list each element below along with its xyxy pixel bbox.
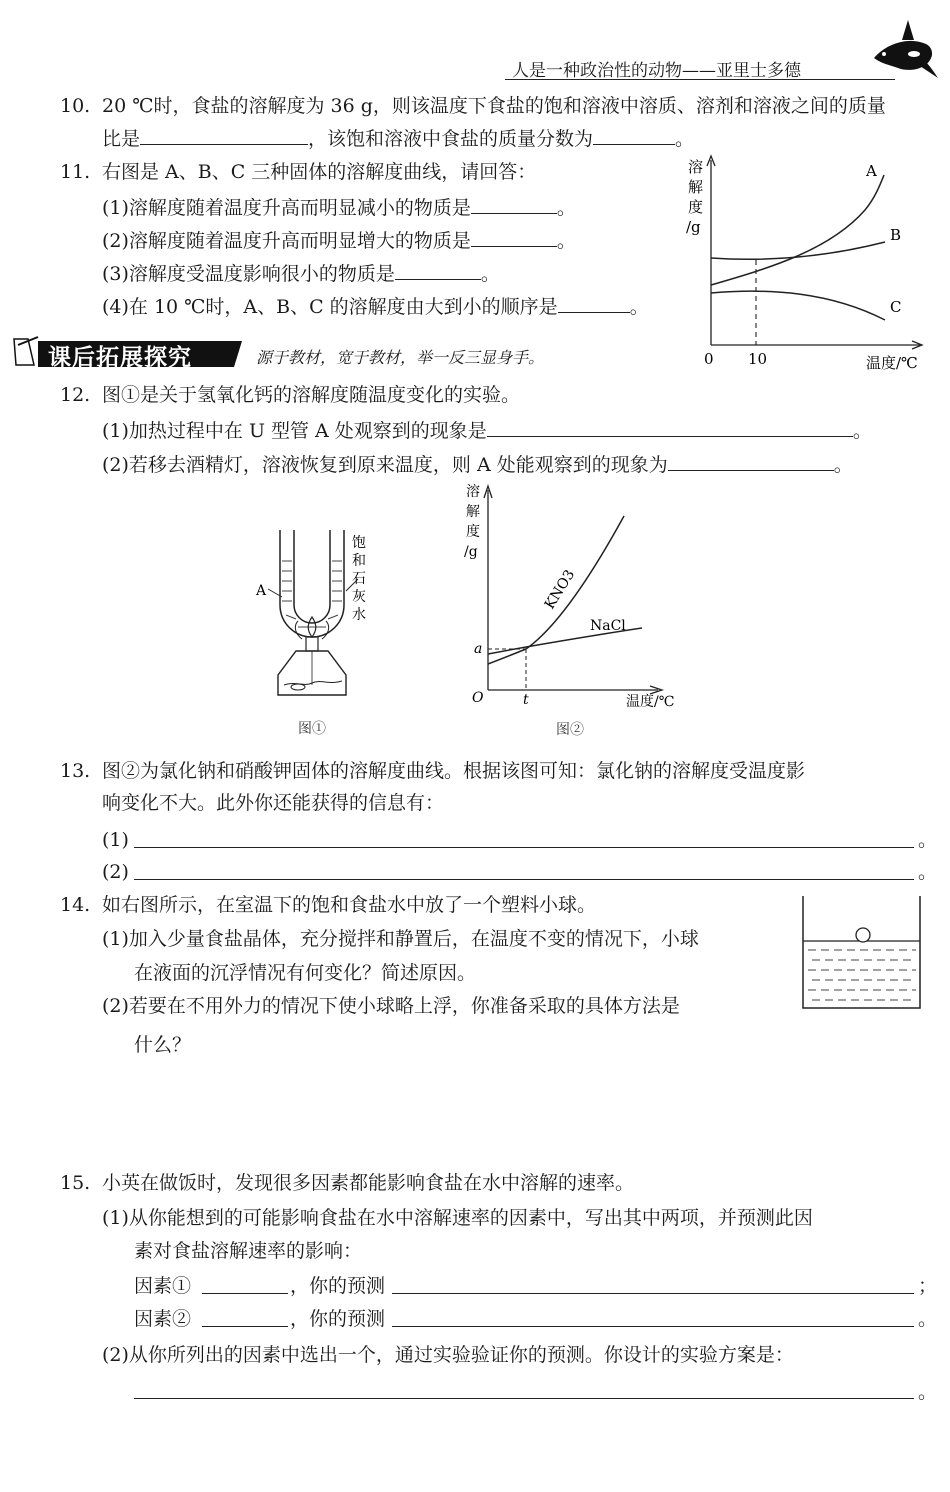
q11-part3-end: 。: [480, 263, 500, 285]
fig1-side-2: 和: [352, 553, 366, 569]
q15-factor2-predict-blank[interactable]: [392, 1326, 914, 1327]
fig2-ylabel-4: /g: [464, 544, 478, 560]
fig1-label-a: A: [256, 583, 267, 599]
fig1-side-1: 饱: [352, 535, 366, 551]
q11-part4: [102, 294, 649, 319]
q12-number: 12.: [60, 384, 91, 406]
q15-part2-end: 。: [918, 1381, 938, 1403]
header-rule: [505, 79, 895, 80]
fig1-side-5: 水: [352, 607, 366, 623]
q11-series-a-label: A: [866, 162, 877, 180]
q11-ylabel-3: 度: [688, 198, 704, 216]
q15-number: 15.: [60, 1172, 91, 1194]
q13-line1: 图②为氯化钠和硝酸钾固体的溶解度曲线。根据该图可知：氯化钠的溶解度受温度影: [102, 760, 806, 782]
q10-number: 10.: [60, 95, 91, 117]
fig1-caption: 图①: [298, 721, 326, 737]
q12-part2-end: 。: [833, 454, 853, 476]
q11-origin-label: 0: [704, 350, 714, 368]
q11-part4-text: (4)在 10 ℃时，A、B、C 的溶解度由大到小的顺序是: [102, 296, 558, 318]
q15-factor1-blank[interactable]: [202, 1293, 288, 1294]
fig2-xtick-t: t: [523, 692, 529, 708]
fig2-caption: 图②: [556, 722, 584, 738]
q11-stem: 右图是 A、B、C 三种固体的溶解度曲线，请回答：: [102, 161, 537, 183]
q14-part1a: (1)加入少量食盐晶体，充分搅拌和静置后，在温度不变的情况下，小球: [102, 928, 699, 950]
fig1-side-3: 石: [352, 571, 366, 587]
q15-factor2-blank[interactable]: [202, 1326, 288, 1327]
banner-title: 课后拓展探究: [48, 344, 192, 371]
fig2-ytick-a: a: [474, 641, 483, 657]
q15-factor1-end: ；: [918, 1275, 938, 1297]
q11-part1: [102, 195, 576, 220]
lamp-liquid: [284, 681, 342, 685]
q12-blank1[interactable]: [487, 418, 853, 437]
q13-number: 13.: [60, 760, 91, 782]
q12-blank2[interactable]: [668, 452, 834, 471]
q11-x-label: 温度/℃: [866, 354, 918, 372]
fig2-ylabel-2: 解: [466, 504, 480, 520]
q11-ylabel-1: 溶: [688, 158, 704, 176]
q10-line2a: 比是: [102, 128, 141, 150]
q15-experiment-answer-line[interactable]: [134, 1398, 914, 1399]
q11-part2-text: (2)溶解度随着温度升高而明显增大的物质是: [102, 230, 471, 252]
lamp-ellipse: [291, 684, 305, 690]
q12-part1-end: 。: [852, 420, 872, 442]
q15-factor2-label: 因素②: [134, 1308, 192, 1330]
fig1-side-4: 灰: [352, 589, 366, 605]
banner-subtitle: 源于教材，宽于教材，举一反三显身手。: [256, 348, 545, 367]
q11-ylabel-4: /g: [686, 218, 701, 236]
q15-factor2-predict: ，你的预测: [290, 1308, 386, 1330]
q11-part3-text: (3)溶解度受温度影响很小的物质是: [102, 263, 395, 285]
q15-factor1-label: 因素①: [134, 1275, 192, 1297]
figure-1-u-tube: [250, 525, 380, 745]
q11-part2: [102, 228, 576, 253]
beaker-outline: [803, 896, 920, 1008]
fig2-ylabel-3: 度: [466, 524, 480, 540]
q11-part2-end: 。: [556, 230, 576, 252]
q11-ylabel-2: 解: [688, 178, 704, 196]
q15-part1b: 素对食盐溶解速率的影响：: [134, 1240, 363, 1262]
header-quote: 人是一种政治性的动物——亚里士多德: [512, 61, 801, 81]
q14-part2b: 什么？: [134, 1034, 192, 1056]
q11-blank3[interactable]: [395, 261, 481, 280]
q10-line2: [102, 126, 694, 151]
q14-beaker-figure: [800, 892, 925, 1017]
q13-part1-label: (1): [102, 829, 129, 851]
fig2-origin: O: [472, 690, 484, 706]
q11-curve-c: [711, 291, 885, 320]
q13-line2: 响变化不大。此外你还能获得的信息有：: [102, 792, 445, 814]
fig2-series-nacl-label: NaCl: [590, 618, 626, 634]
q11-curve-a: [711, 175, 884, 285]
q13-part1-end: 。: [918, 829, 938, 851]
q12-part1-text: (1)加热过程中在 U 型管 A 处观察到的现象是: [102, 420, 487, 442]
q11-number: 11.: [60, 161, 91, 183]
q10-line1: 20 ℃时，食盐的溶解度为 36 g，则该温度下食盐的饱和溶液中溶质、溶剂和溶液之间的质量: [102, 95, 886, 117]
q15-part2: (2)从你所列出的因素中选出一个，通过实验验证你的预测。你设计的实验方案是：: [102, 1344, 794, 1366]
q11-part1-end: 。: [556, 197, 576, 219]
fig2-ylabel-1: 溶: [466, 484, 480, 500]
q10-blank-ratio[interactable]: [140, 126, 308, 145]
q12-part2-text: (2)若移去酒精灯，溶液恢复到原来温度，则 A 处能观察到的现象为: [102, 454, 668, 476]
figure-2-solubility-chart: [460, 478, 700, 746]
q13-part2-label: (2): [102, 861, 129, 883]
q11-blank2[interactable]: [471, 228, 557, 247]
q12-stem: 图①是关于氢氧化钙的溶解度随温度变化的实验。: [102, 384, 521, 406]
q14-part2a: (2)若要在不用外力的情况下使小球略上浮，你准备采取的具体方法是: [102, 995, 680, 1017]
q14-part1b: 在液面的沉浮情况有何变化？简述原因。: [134, 962, 477, 984]
q15-factor1-predict: ，你的预测: [290, 1275, 386, 1297]
fig2-series-kno3-label: KNO3: [541, 567, 579, 613]
q14-number: 14.: [60, 894, 91, 916]
u-tube-inner: [294, 530, 330, 623]
q14-stem: 如右图所示，在室温下的饱和食盐水中放了一个塑料小球。: [102, 894, 597, 916]
q11-blank4[interactable]: [558, 294, 630, 313]
fig2-xlabel: 温度/℃: [626, 694, 675, 710]
q15-factor2-end: 。: [918, 1308, 938, 1330]
q15-part1a: (1)从你能想到的可能影响食盐在水中溶解速率的因素中，写出其中两项，并预测此因: [102, 1207, 813, 1229]
q11-part1-text: (1)溶解度随着温度升高而明显减小的物质是: [102, 197, 471, 219]
q11-curve-b: [711, 242, 885, 259]
q11-series-c-label: C: [890, 298, 902, 316]
orca-logo-icon: [868, 14, 940, 82]
q10-line2b: ，该饱和溶液中食盐的质量分数为: [308, 128, 594, 150]
q13-answer-line1[interactable]: [134, 847, 914, 848]
q15-stem: 小英在做饭时，发现很多因素都能影响食盐在水中溶解的速率。: [102, 1172, 635, 1194]
q13-answer-line2[interactable]: [134, 879, 914, 880]
q11-series-b-label: B: [890, 226, 902, 244]
q10-blank-fraction[interactable]: [593, 126, 675, 145]
u-tube-outer: [280, 530, 344, 637]
plastic-ball-icon: [856, 928, 870, 942]
wick-holder: [306, 637, 318, 651]
liquid-dashes: [808, 950, 916, 1000]
q12-part2: [102, 452, 853, 477]
q12-part1: [102, 418, 872, 443]
q13-part2-end: 。: [918, 861, 938, 883]
q10-line2c: 。: [675, 128, 695, 150]
q15-factor1-predict-blank[interactable]: [392, 1293, 914, 1294]
q11-solubility-chart: [680, 150, 940, 375]
q11-x-tick-10: 10: [748, 350, 768, 368]
q11-blank1[interactable]: [471, 195, 557, 214]
q11-part4-end: 。: [629, 296, 649, 318]
q11-part3: [102, 261, 500, 286]
